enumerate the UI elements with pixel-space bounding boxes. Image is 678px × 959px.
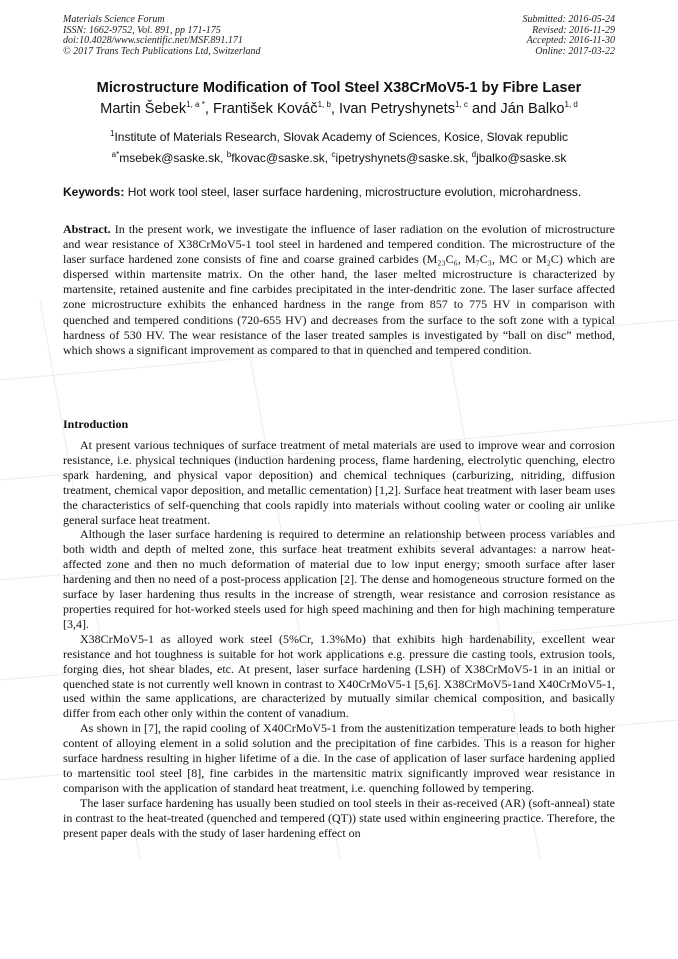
online-date: Online: 2017-03-22 — [535, 45, 615, 57]
abstract-text: In the present work, we investigate the influence of laser radiation on the evolution of microstructure and wear resistance of X38CrMoV5-1 tool steel in hardened and tempered condition. The microstructure of the laser surface hardened zone consists of fine and coarse grained carbides (M₂₃C₆, M₇C₃, MC or M₂C) which are dispersed within martensite matrix. On the other hand, the laser melted microstructure is characterized by martensite, retained austenite and fine carbides precipitated in the inter-dendritic zone. The laser surface affected zone microstructure exhibits the enhanced hardness in the range from 857 to 775 HV in comparison with quenched and tempered conditions (720-655 HV) and decreases from the surface to the soft zone with a typical hardness of 530 HV. The wear resistance of the laser treated samples is investigated by “ball on disc” method, which shows a significant improvement as compared to that in quenched and tempered condition. — [63, 222, 615, 357]
journal-info — [63, 15, 261, 57]
email-item: msebek@saske.sk, — [119, 151, 227, 165]
author-sep: , — [204, 101, 213, 117]
journal-name: Materials Science Forum — [63, 14, 165, 25]
keywords-text: Hot work tool steel, laser surface hardening, microstructure evolution, microhardness. — [124, 185, 582, 199]
paragraph: As shown in [7], the rapid cooling of X40CrMoV5-1 from the austenitization temperature leads to both higher content of alloying element in a solid solution and the precipitation of fine carbides. This is a reason for higher surface hardness resulting in higher lifetime of a die. In the case of application of laser surface hardening applied to martensitic tool steel [8], fine carbides in the martensitic matrix significantly improved wear resistance in comparison with the application of standard heat treatment, i.e. quenching followed by tempering. — [63, 721, 615, 795]
section-heading-introduction: Introduction — [63, 417, 129, 431]
email-sup: a* — [111, 150, 120, 159]
paragraph: At present various techniques of surface treatment of metal materials are used to improve wear and corrosion resistance, i.e. physical techniques (induction hardening process, flame hardening, electrolytic quenching, electro spark hardening, and physical vapor deposition) and chemical techniques (carburizing, nitriding, diffusion treatment, chemical vapor deposition, and metallic cementation) [1,2]. Surface heat treatment with laser beam uses the characteristics of self-quenching that cools rapidly into materials without cooling water or cooling air unlike general surface heat treatment. — [63, 438, 615, 527]
author-name: Ján Balko — [500, 101, 565, 117]
author-name: Ivan Petryshynets — [339, 101, 456, 117]
submitted-date: Submitted: 2016-05-24 — [522, 14, 615, 25]
email-sup: b — [226, 150, 232, 159]
email-sup: c — [331, 150, 336, 159]
affiliation-text: Institute of Materials Research, Slovak Academy of Sciences, Kosice, Slovak republic — [114, 130, 568, 144]
abstract — [63, 222, 615, 358]
author-sep: and — [467, 101, 501, 117]
paragraph: X38CrMoV5-1 as alloyed work steel (5%Cr, 1.3%Mo) that exhibits high hardenability, excellent wear resistance and hot toughness is suitable for hot work applications e.g. pressure die casting tools, extrusion tools, forging dies, hot shear blades, etc. At present, laser surface hardening (LSH) of X38CrMoV5-1 in an initial or quenched state is not currently well known in contrast to X40CrMoV5-1 [5,6]. X38CrMoV5-1and X40CrMoV5-1, used within the same applications, are characterized by mutually similar chemical composition, and basically differ from each other only within the content of vanadium. — [63, 631, 615, 721]
copyright-line: © 2017 Trans Tech Publications Ltd, Switzerland — [63, 45, 261, 57]
accepted-date: Accepted: 2016-11-30 — [526, 35, 615, 46]
author-name: František Kováč — [212, 101, 318, 117]
affiliation — [40, 130, 638, 144]
email-item: fkovac@saske.sk, — [231, 151, 332, 165]
author-sep: , — [330, 101, 340, 117]
email-item: ipetryshynets@saske.sk, — [335, 151, 472, 165]
keywords-label: Keywords: — [63, 185, 125, 199]
author-sup: 1, d — [564, 100, 578, 110]
author-name: Martin Šebek — [100, 101, 187, 117]
author-sup: 1, b — [317, 100, 331, 110]
paragraph: Although the laser surface hardening is required to determine an relationship between process variables and both width and depth of melted zone, this surface heat treatment exhibits several advantages: a narrow heat-affected zone and then no much deformation of material due to low input energy; smooth surface after laser hardening and then no need of a post-process application [2]. The dense and homogeneous structure formed on the surface by laser hardening thus results in the increase of strength, wear resistance and corrosion resistance as properties required for hot-worked steels used for high speed machining and then for high machining temperature [3,4]. — [63, 527, 615, 631]
keywords — [63, 185, 623, 199]
doi-line: doi:10.4028/www.scientific.net/MSF.891.171 — [63, 35, 243, 46]
author-sup: 1, c — [455, 100, 468, 110]
issn-line: ISSN: 1662-9752, Vol. 891, pp 171-175 — [63, 24, 221, 36]
introduction-body — [63, 438, 615, 840]
abstract-label: Abstract. — [63, 222, 111, 236]
paragraph: The laser surface hardening has usually been studied on tool steels in their as-received (AR) (soft-anneal) state in contrast to the heat-treated (quenched and tempered (QT)) state used within engineering practice. Therefore, the present paper deals with the study of laser hardening effect on — [63, 795, 615, 840]
author-list — [40, 101, 638, 117]
author-sup: 1, a * — [186, 100, 205, 110]
email-list — [40, 151, 638, 165]
paper-title: Microstructure Modification of Tool Steel X38CrMoV5-1 by Fibre Laser — [96, 80, 582, 96]
dates-info — [523, 15, 616, 57]
affiliation-sup: 1 — [110, 129, 115, 138]
email-sup: d — [471, 150, 477, 159]
revised-date: Revised: 2016-11-29 — [532, 24, 615, 36]
email-item: jbalko@saske.sk — [476, 151, 567, 165]
